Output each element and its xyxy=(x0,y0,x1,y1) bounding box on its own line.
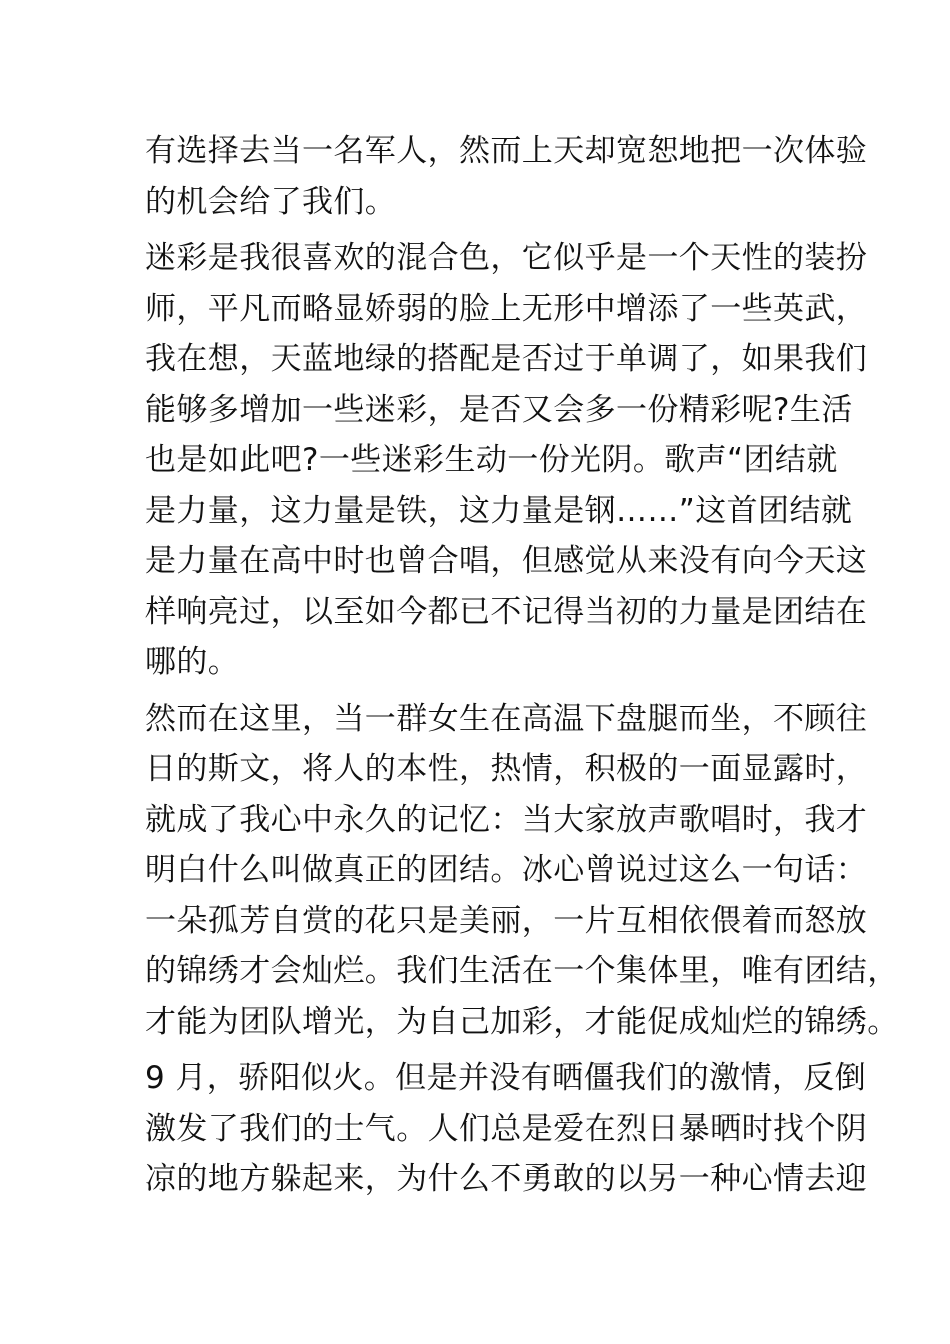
text-line: 有选择去当一名军人，然而上天却宽恕地把一次体验 xyxy=(145,133,868,169)
text-line: 9 月，骄阳似火。但是并没有晒僵我们的激情，反倒 xyxy=(145,1060,867,1096)
paragraph-4 xyxy=(145,1053,868,1205)
text-line: 的机会给了我们。 xyxy=(145,183,397,220)
text-line: 激发了我们的士气。人们总是爱在烈日暴晒时找个阴 xyxy=(145,1110,868,1147)
text-line: 是力量，这力量是铁，这力量是钢……”这首团结就 xyxy=(145,492,853,529)
text-line: 能够多增加一些迷彩，是否又会多一份精彩呢?生活 xyxy=(145,391,853,428)
text-line: 才能为团队增光，为自己加彩，才能促成灿烂的锦绣。 xyxy=(145,1003,899,1040)
text-line: 就成了我心中永久的记忆：当大家放声歌唱时，我才 xyxy=(145,801,868,838)
text-line: 我在想，天蓝地绿的搭配是否过于单调了，如果我们 xyxy=(145,341,868,377)
paragraph-3 xyxy=(145,694,899,1048)
paragraph-2 xyxy=(145,233,868,688)
paragraph-1 xyxy=(145,126,868,227)
text-line: 师，平凡而略显娇弱的脸上无形中增添了一些英武， xyxy=(145,290,868,327)
text-line: 迷彩是我很喜欢的混合色，它似乎是一个天性的装扮 xyxy=(145,240,868,276)
text-line: 的锦绣才会灿烂。我们生活在一个集体里，唯有团结， xyxy=(145,953,899,989)
document-body xyxy=(145,126,899,1211)
text-line: 明白什么叫做真正的团结。冰心曾说过这么一句话： xyxy=(145,852,868,888)
text-line: 是力量在高中时也曾合唱，但感觉从来没有向今天这 xyxy=(145,543,868,579)
text-line: 样响亮过，以至如今都已不记得当初的力量是团结在 xyxy=(145,593,868,630)
text-line: 哪的。 xyxy=(145,644,240,680)
text-line: 然而在这里，当一群女生在高温下盘腿而坐，不顾往 xyxy=(145,700,868,737)
text-line: 一朵孤芳自赏的花只是美丽，一片互相依偎着而怒放 xyxy=(145,902,868,939)
text-line: 凉的地方躲起来，为什么不勇敢的以另一种心情去迎 xyxy=(145,1161,868,1197)
text-line: 也是如此吧?一些迷彩生动一份光阴。歌声“团结就 xyxy=(145,442,838,478)
text-line: 日的斯文，将人的本性，热情，积极的一面显露时， xyxy=(145,751,868,787)
